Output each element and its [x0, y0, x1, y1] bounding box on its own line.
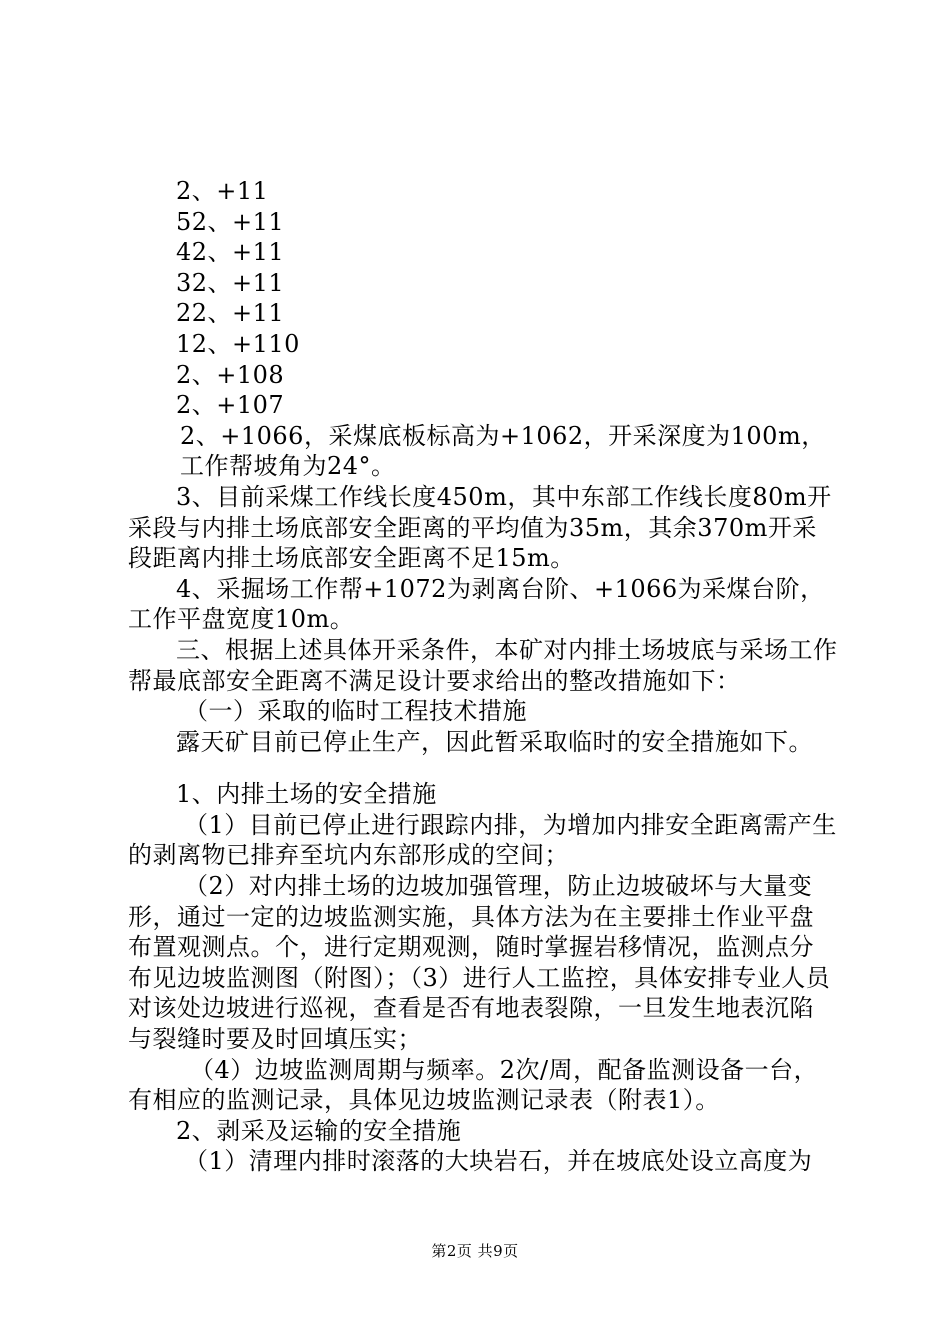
- paragraph: （一）采取的临时工程技术措施: [184, 697, 527, 726]
- list-line: 22、+11: [176, 299, 285, 328]
- list-line: 52、+11: [176, 207, 285, 236]
- paragraph: 4、采掘场工作帮+1072为剥离台阶、+1066为采煤台阶，工作平盘宽度10m。: [128, 574, 825, 634]
- page-footer: 第2页 共9页: [431, 1242, 519, 1260]
- paragraph: 露天矿目前已停止生产，因此暂采取临时的安全措施如下。: [176, 727, 813, 756]
- list-line: 32、+11: [176, 268, 285, 297]
- paragraph: 三、根据上述具体开采条件，本矿对内排土场坡底与采场工作帮最底部安全距离不满足设计要求给出的整改措施如下：: [128, 635, 838, 695]
- paragraph-gap: [128, 757, 838, 779]
- list-line: 42、+11: [176, 238, 285, 267]
- paragraph: （1）目前已停止进行跟踪内排，为增加内排安全距离需产生的剥离物已排弃至坑内东部形成的空间；: [128, 810, 837, 870]
- section-heading: 1、内排土场的安全措施: [176, 780, 437, 809]
- paragraph: 3、目前采煤工作线长度450m，其中东部工作线长度80m开采段与内排土场底部安全距离的平均值为35m，其余370m开采段距离内排土场底部安全距离不足15m。: [128, 482, 832, 573]
- paragraph: 2、+1066，采煤底板标高为+1062，开采深度为100m，工作帮坡角为24°。: [180, 421, 826, 481]
- paragraph: （2）对内排土场的边坡加强管理，防止边坡破坏与大量变形，通过一定的边坡监测实施，具体方法为在主要排土作业平盘布置观测点。个，进行定期观测，随时掌握岩移情况，监测点分布见边坡监测图（附图）；（3）进行人工监控，具体安排专业人员对该处边坡进行巡视，查看是否有地表裂隙，一旦发生地表沉陷与裂缝时要及时回填压实；: [128, 872, 831, 1054]
- paragraph: （1）清理内排时滚落的大块岩石，并在坡底处设立高度为: [184, 1147, 813, 1176]
- list-line: 2、+11: [176, 177, 269, 205]
- list-line: 2、+108: [176, 360, 285, 389]
- list-line: 12、+110: [176, 329, 300, 358]
- paragraph: （4）边坡监测周期与频率。2次/周，配备监测设备一台，有相应的监测记录，具体见边坡监测记录表（附表1）。: [128, 1055, 819, 1115]
- document-body: [128, 176, 838, 1177]
- section-heading: 2、剥采及运输的安全措施: [176, 1116, 462, 1145]
- list-line: 2、+107: [176, 391, 285, 420]
